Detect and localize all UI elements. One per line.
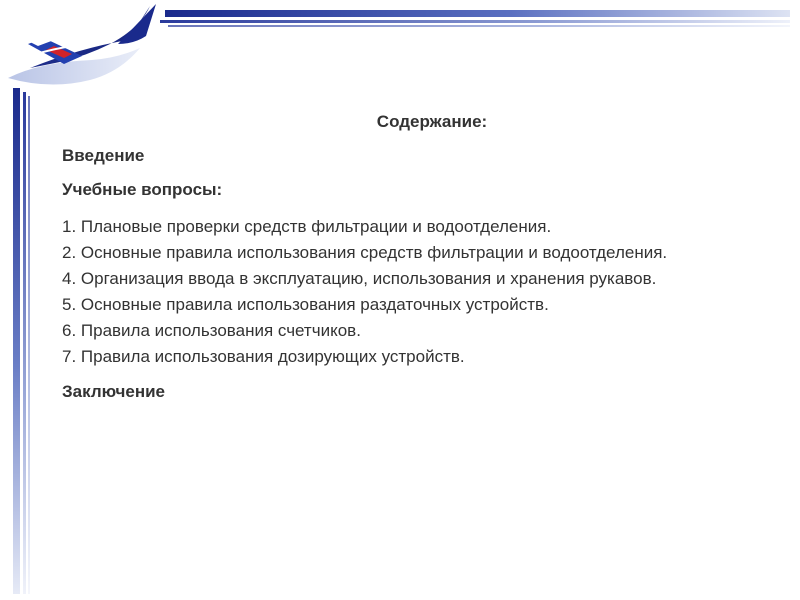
question-item: 7. Правила использования дозирующих устройств. xyxy=(62,347,465,366)
questions-list xyxy=(62,214,762,370)
left-stripes xyxy=(13,88,30,594)
question-item: 5. Основные правила использования раздаточных устройств. xyxy=(62,295,549,314)
logo-emblem xyxy=(8,4,156,85)
slide-content xyxy=(62,112,762,416)
questions-heading: Учебные вопросы: xyxy=(62,180,223,199)
introduction-heading: Введение xyxy=(62,146,145,165)
slide-title: Содержание: xyxy=(376,112,488,131)
conclusion-heading: Заключение xyxy=(62,382,165,401)
question-item: 6. Правила использования счетчиков. xyxy=(62,321,361,340)
question-item: 2. Основные правила использования средств фильтрации и водоотделения. xyxy=(62,243,668,262)
question-item: 1. Плановые проверки средств фильтрации и водоотделения. xyxy=(62,217,552,236)
top-stripes xyxy=(160,10,790,27)
question-item: 4. Организация ввода в эксплуатацию, использования и хранения рукавов. xyxy=(62,269,657,288)
